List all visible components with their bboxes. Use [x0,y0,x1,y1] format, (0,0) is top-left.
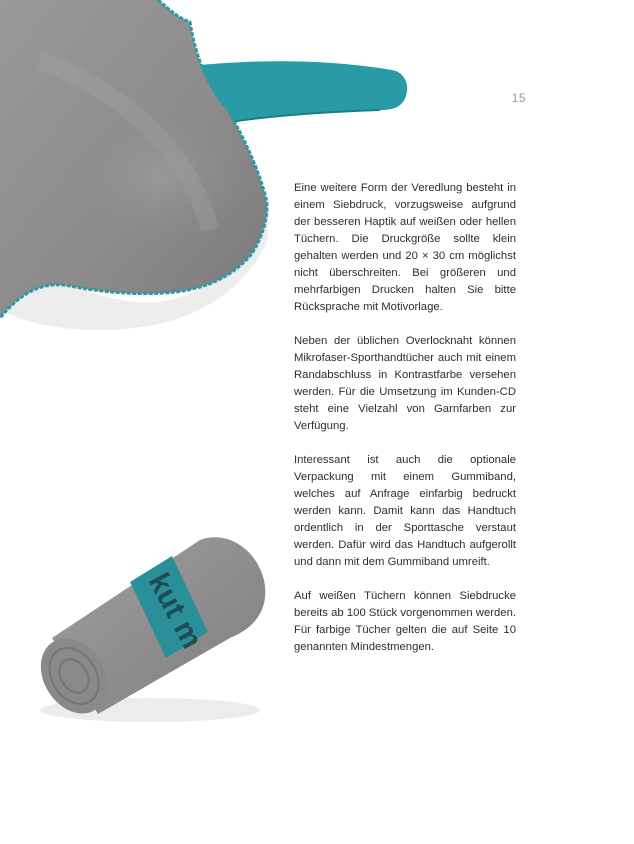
paragraph-minimums: Auf weißen Tüchern können Siebdrucke bereits ab 100 Stück vorgenommen werden. Für farbige Tücher gelten die auf Seite 10 genannten Mindestmengen. [294,590,516,653]
paragraph-packaging: Interessant ist auch die optionale Verpackung mit einem Gummiband, welches auf Anfrage einfarbig bedruckt werden kann. Damit kann das Handtuch ordentlich in der Sporttasche verstaut werden. Dafür wird das Handtuch aufgerollt und dann mit dem Gummiband umreift. [294,454,516,568]
band-print-text: kut m [141,567,209,654]
paragraph-edging: Neben der üblichen Overlocknaht können Mikrofaser-Sporthandtücher auch mit einem Randabschluss in Kontrastfarbe versehen werden. Für die Umsetzung im Kunden-CD steht eine Vielzahl von Garnfarben zur Verfügung. [294,335,516,432]
paragraph-finishing: Eine weitere Form der Veredlung besteht in einem Siebdruck, vorzugsweise aufgrund der besseren Haptik auf weißen oder hellen Tüchern. Die Druckgröße sollte klein gehalten werden und 20 × 30 cm möglichst nicht überschreiten. Bei größeren und mehrfarbigen Drucken halten Sie bitte Rücksprache mit Motivorlage. [294,182,516,313]
page-number: 15 [511,91,526,105]
body-text [294,180,516,673]
rolled-towel-with-band-image [30,520,280,730]
